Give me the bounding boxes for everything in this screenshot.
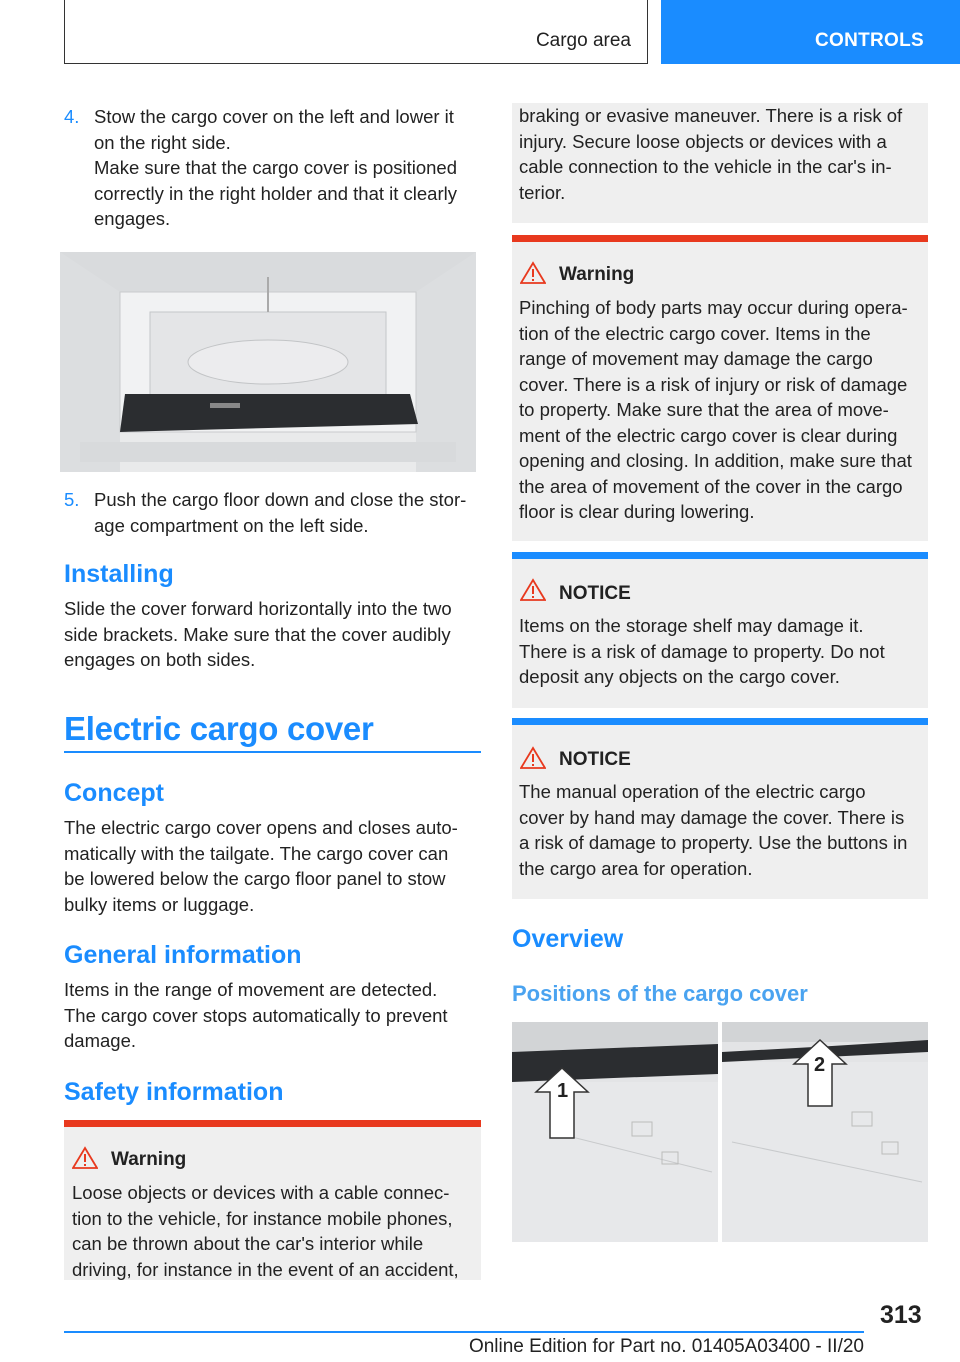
header-frame	[64, 0, 648, 64]
step-4-number: 4.	[64, 106, 80, 127]
cargo-cover-position-1-photo	[512, 1022, 718, 1242]
cargo-illustration	[60, 252, 476, 472]
notice-box	[512, 718, 928, 899]
body-line: tion of the electric cargo cover. Items in the	[519, 322, 871, 344]
body-line: damage.	[64, 1030, 136, 1051]
body-line: ment of the electric cargo cover is clear during	[519, 424, 898, 446]
body-line: cable connection to the vehicle in the car's in-	[519, 156, 892, 177]
body-line: Pinching of body parts may occur during opera-	[519, 297, 908, 318]
warning-box	[512, 235, 928, 541]
warning-title: Warning	[559, 264, 635, 285]
warning-box	[64, 1120, 481, 1280]
body-line: Slide the cover forward horizontally into the two	[64, 598, 452, 619]
body-line: opening and closing. In addition, make sure that	[519, 450, 912, 471]
position-2-label: 2	[814, 1054, 826, 1076]
step-4-line: correctly in the right holder and that it clearly	[94, 182, 457, 204]
arrow-1-icon	[534, 1066, 590, 1140]
step-4-line: engages.	[94, 208, 171, 229]
warning-bar	[512, 235, 928, 242]
general-information-heading: General information	[64, 941, 302, 969]
body-line: can be thrown about the car's interior while	[72, 1233, 424, 1254]
notice-box	[512, 552, 928, 708]
body-line: The cargo cover stops automatically to prevent	[64, 1004, 448, 1026]
body-line: braking or evasive maneuver. There is a risk of	[519, 105, 903, 126]
body-line: to property. Make sure that the area of move-	[519, 399, 889, 420]
installing-body	[64, 596, 484, 673]
general-information-body	[64, 977, 484, 1054]
concept-heading: Concept	[64, 779, 164, 807]
warning-body	[72, 1180, 477, 1282]
notice-triangle-icon	[520, 746, 546, 770]
body-line: injury. Secure loose objects or devices with a	[519, 130, 887, 152]
warning-triangle-icon	[72, 1146, 98, 1170]
body-line: engages on both sides.	[64, 649, 256, 670]
warning-title: Warning	[111, 1149, 187, 1170]
body-line: cover. There is a risk of injury or risk of damage	[519, 373, 908, 395]
chapter-tab[interactable]	[661, 0, 960, 64]
step-4	[64, 104, 484, 232]
body-line: Items on the storage shelf may damage it.	[519, 615, 864, 636]
cargo-area-photo	[60, 252, 476, 472]
step-4-line: Stow the cargo cover on the left and lower it	[94, 106, 454, 127]
footer-rule	[64, 1331, 864, 1333]
position-1-label: 1	[557, 1080, 569, 1102]
body-line: the cargo area for operation.	[519, 857, 753, 879]
notice-title: NOTICE	[559, 583, 631, 604]
step-5-line: Push the cargo floor down and close the stor-	[94, 489, 467, 510]
body-line: The electric cargo cover opens and closes auto-	[64, 817, 458, 838]
body-line: There is a risk of damage to property. Do not	[519, 640, 885, 662]
body-line: side brackets. Make sure that the cover audibly	[64, 623, 451, 645]
safety-information-heading: Safety information	[64, 1078, 284, 1106]
heading-rule	[64, 751, 481, 753]
edition-text: Online Edition for Part no. 01405A03400 - II/20	[468, 1336, 864, 1357]
section-title: Cargo area	[535, 30, 631, 51]
notice-body	[519, 613, 927, 690]
body-line: Items in the range of movement are detected.	[64, 979, 438, 1000]
body-line: tion to the vehicle, for instance mobile phones,	[72, 1207, 453, 1229]
body-line: Loose objects or devices with a cable connec-	[72, 1182, 450, 1203]
body-line: terior.	[519, 181, 566, 203]
concept-body	[64, 815, 484, 917]
step-4-line: on the right side.	[94, 131, 231, 153]
body-line: be lowered below the cargo floor panel to stow	[64, 868, 446, 889]
warning-body	[519, 295, 927, 525]
overview-heading: Overview	[512, 925, 624, 953]
notice-title: NOTICE	[559, 749, 631, 770]
warning-bar	[64, 1120, 481, 1127]
warning-triangle-icon	[520, 261, 546, 285]
body-line: floor is clear during lowering.	[519, 501, 755, 522]
body-line: bulky items or luggage.	[64, 893, 255, 915]
body-line: driving, for instance in the event of an accident,	[72, 1258, 459, 1280]
body-line: the area of movement of the cover in the cargo	[519, 475, 903, 497]
body-line: range of movement may damage the cargo	[519, 348, 873, 369]
body-line: matically with the tailgate. The cargo cover can	[64, 842, 449, 864]
installing-heading: Installing	[64, 560, 174, 588]
notice-triangle-icon	[520, 578, 546, 602]
warning-continued-box	[512, 103, 928, 223]
page-number: 313	[880, 1301, 922, 1329]
step-5-number: 5.	[64, 489, 80, 510]
body-line: deposit any objects on the cargo cover.	[519, 666, 840, 687]
body-line: The manual operation of the electric cargo	[519, 781, 866, 802]
step-5-line: age compartment on the left side.	[94, 514, 369, 536]
positions-heading: Positions of the cargo cover	[512, 981, 808, 1006]
chapter-tab-label: CONTROLS	[814, 30, 924, 51]
electric-cargo-cover-heading: Electric cargo cover	[64, 710, 374, 747]
cargo-cover-position-2-photo	[722, 1022, 928, 1242]
warning-continued-body	[519, 103, 924, 205]
body-line: a risk of damage to property. Use the buttons in	[519, 832, 908, 853]
notice-bar	[512, 552, 928, 559]
notice-body	[519, 779, 927, 881]
step-5	[64, 487, 484, 538]
body-line: cover by hand may damage the cover. There is	[519, 806, 905, 828]
step-4-line: Make sure that the cargo cover is positioned	[94, 157, 457, 178]
notice-bar	[512, 718, 928, 725]
